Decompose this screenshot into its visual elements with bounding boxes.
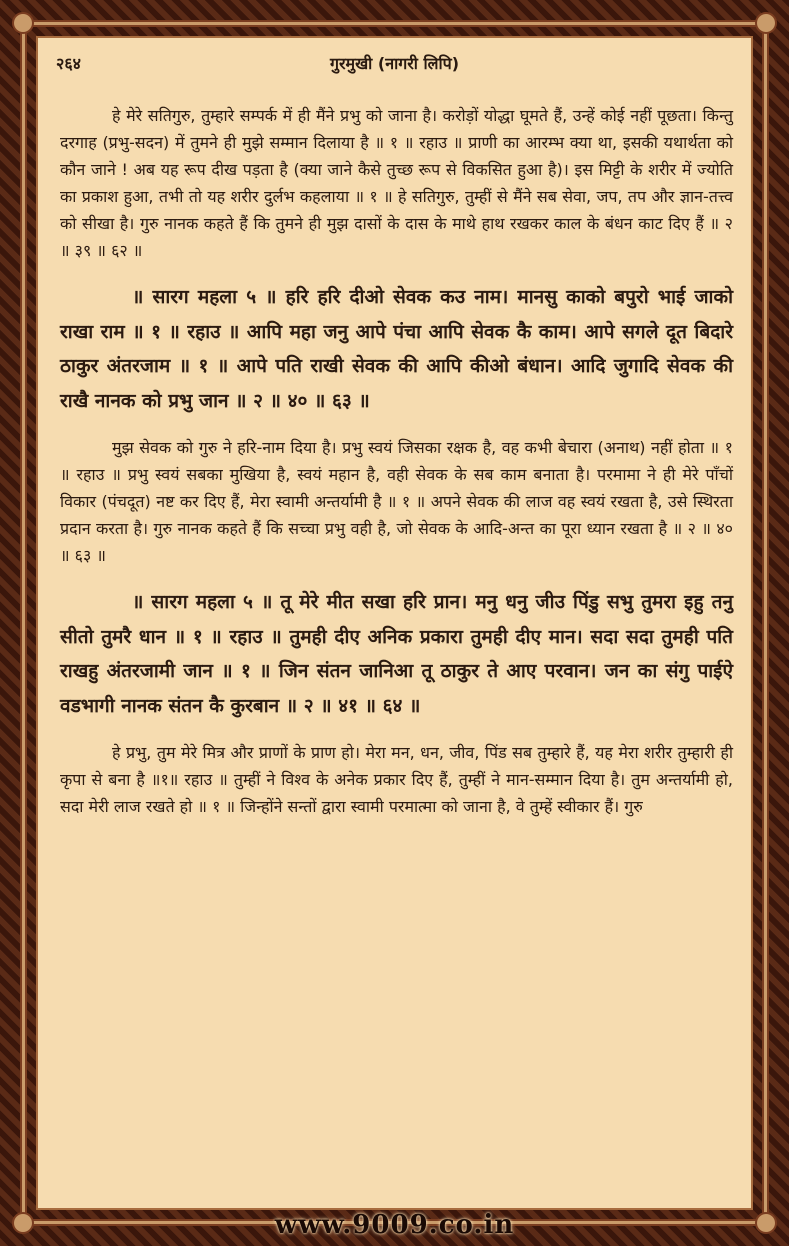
running-title: गुरमुखी (नागरी लिपि) <box>329 54 460 73</box>
corner-ornament <box>12 12 34 34</box>
page-number: २६४ <box>56 54 81 73</box>
translation-paragraph: हे प्रभु, तुम मेरे मित्र और प्राणों के प्राण हो। मेरा मन, धन, जीव, पिंड सब तुम्हारे हैं, यह मेरा शरीर तुम्हारी ही कृपा से बना है ॥१॥ रहाउ ॥ तुम्हीं ने विश्व के अनेक प्रकार दिए हैं, तुम्हीं ने मान-सम्मान दिया है। तुम अन्तर्यामी हो, सदा मेरी लाज रखते हो ॥ १ ॥ जिन्होंने सन्तों द्वारा स्वामी परमात्मा को जाना है, वे तुम्हें स्वीकार हैं। गुरु <box>60 743 733 816</box>
footer-url: www.9009.co.in <box>274 1210 515 1240</box>
page <box>36 36 753 1210</box>
page-content <box>60 102 733 836</box>
corner-ornament <box>755 12 777 34</box>
translation-paragraph: मुझ सेवक को गुरु ने हरि-नाम दिया है। प्रभु स्वयं जिसका रक्षक है, वह कभी बेचारा (अनाथ) नहीं होता ॥ १ ॥ रहाउ ॥ प्रभु स्वयं सबका मुखिया है, स्वयं महान है, वही सेवक के सब काम बनाता है। परमामा ने ही मेरे पाँचों विकार (पंचदूत) नष्ट कर दिए हैं, मेरा स्वामी अन्तर्यामी है ॥ १ ॥ अपने सेवक की लाज वह स्वयं रखता है, उसे स्थिरता प्रदान करता है। गुरु नानक कहते हैं कि सच्चा प्रभु वही है, जो सेवक के आदि-अन्त का पूरा ध्यान रखता है ॥ २ ॥ ४० ॥ ६३ ॥ <box>60 438 733 565</box>
scripture-verse: ॥ सारग महला ५ ॥ तू मेरे मीत सखा हरि प्रान। मनु धनु जीउ पिंडु सभु तुमरा इहु तनु सीतो तुमरै धान ॥ १ ॥ रहाउ ॥ तुमही दीए अनिक प्रकारा तुमही दीए मान। सदा सदा तुमही पति राखहु अंतरजामी जान ॥ १ ॥ जिन संतन जानिआ तू ठाकुर ते आए परवान। जन का संगु पाईऐ वडभागी नानक संतन कै कुरबान ॥ २ ॥ ४१ ॥ ६४ ॥ <box>60 591 733 717</box>
page-header <box>56 52 733 82</box>
translation-paragraph: हे मेरे सतिगुरु, तुम्हारे सम्पर्क में ही मैंने प्रभु को जाना है। करोड़ों योद्धा घूमते हैं, उन्हें कोई नहीं पूछता। किन्तु दरगाह (प्रभु-सदन) में तुमने ही मुझे सम्मान दिलाया है ॥ १ ॥ रहाउ ॥ प्राणी का आरम्भ क्या था, इसकी यथार्थता को कौन जाने ! अब यह रूप दीख पड़ता है (क्या जाने कैसे तुच्छ रूप से विकसित हुआ है)। इस मिट्टी के शरीर में ज्योति का प्रकाश हुआ, तभी तो यह शरीर दुर्लभ कहलाया ॥ १ ॥ हे सतिगुरु, तुम्हीं से मैंने सब सेवा, जप, तप और ज्ञान-तत्त्व को सीखा है। गुरु नानक कहते हैं कि तुमने ही मुझ दासों के दास के माथे हाथ रखकर काल के बंधन काट दिए हैं ॥ २ ॥ ३९ ॥ ६२ ॥ <box>60 106 733 260</box>
scripture-verse: ॥ सारग महला ५ ॥ हरि हरि दीओ सेवक कउ नाम। मानसु काको बपुरो भाई जाको राखा राम ॥ १ ॥ रहाउ ॥ आपि महा जनु आपे पंचा आपि सेवक कै काम। आपे सगले दूत बिदारे ठाकुर अंतरजाम ॥ १ ॥ आपे पति राखी सेवक की आपि कीओ बंधान। आदि जुगादि सेवक की राखै नानक को प्रभु जान ॥ २ ॥ ४० ॥ ६३ ॥ <box>60 286 733 412</box>
